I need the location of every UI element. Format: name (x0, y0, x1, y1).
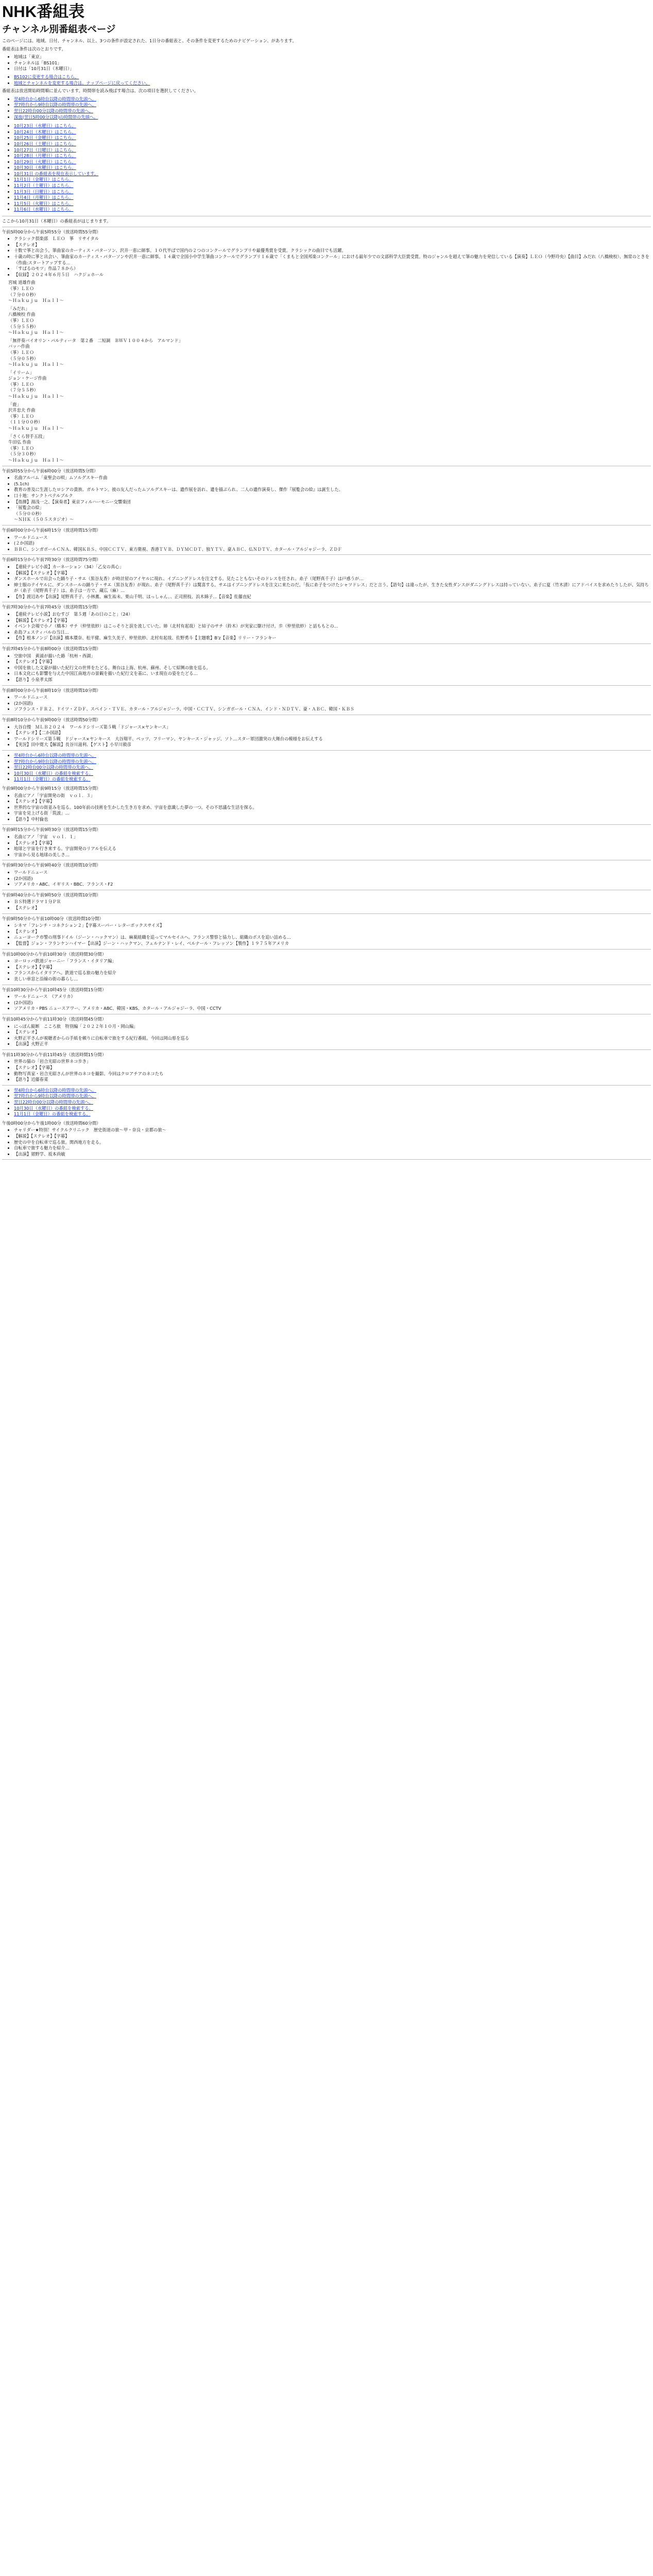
program-detail: • クラシック倶楽部 ＬＥＯ 箏 リサイタル (14, 236, 651, 242)
page (0, 0, 653, 1160)
program-detail: • 宇宙から見る地球の美しさ… (14, 852, 651, 858)
program-piece: 「みだれ」 八橋検校 作曲 （箏）ＬＥＯ （５分５５秒） 〜Ｈａｋｕｊｕ Ｈａｌｌ〜 (8, 306, 64, 335)
day-link[interactable]: 10月25日（金曜日）はこちら。 (14, 135, 76, 141)
day-link[interactable]: 11月3日（日曜日）はこちら。 (14, 189, 74, 194)
day-link[interactable]: 11月4日（月曜日）はこちら。 (14, 195, 74, 200)
program-details (2, 475, 651, 523)
program-list (2, 229, 651, 751)
time-jump-link[interactable]: 翌日22時台00分以降の時間帯の先頭へ。 (14, 108, 93, 113)
program-block (2, 786, 651, 823)
program-detail: • 中国を旅した文豪が描いた紀行文の世界をたどる。舞台は上海、杭州、蘇州、そして紹興の旅を巡る。 (14, 665, 651, 671)
program-detail: • ワールドニュース 《アメリカ》 (14, 994, 651, 1000)
program-details (2, 653, 651, 683)
time-jump-link[interactable]: 翌4時台から6時台以降の時間帯の先頭へ。 (14, 96, 96, 101)
program-detail: • 【ステレオ】【字幕】 (14, 1065, 651, 1071)
divider (2, 824, 651, 825)
program-time: 午前7時30分から午前7時45分（放送時間15分間） (2, 604, 101, 610)
program-time: 午前11時30分から午前11時45分（放送時間15分間） (2, 1052, 107, 1057)
list-item (14, 1099, 651, 1106)
nav-link[interactable]: 10月30日（水曜日）の番組を検索する。 (14, 1105, 93, 1111)
program-block (2, 916, 651, 947)
day-link[interactable]: 10月28日（月曜日）はこちら。 (14, 153, 76, 159)
program-piece: 「無伴奏バイオリン・パルティータ 第２番 二短調 ＢＷＶ１００４から アルマンド」 バッハ作曲 （箏）ＬＥＯ （５分０５秒） 〜Ｈａｋｕｊｕ Ｈａｌｌ〜 (8, 337, 183, 367)
program-detail: • 【解説】【ステレオ】【字幕】 (14, 1133, 651, 1140)
program-detail: • 【ステレオ】【二か国語】 (14, 730, 651, 736)
program-detail: • 【解説】【ステレオ】【字幕】 (14, 570, 651, 577)
day-link[interactable]: 10月26日（土曜日）はこちら。 (14, 141, 76, 146)
program-detail: • ニューヨーク市警の刑事ドイル（ジーン・ハックマン）は、麻薬組織を追ってマルセイユへ。フランス警察と協力し、組織のボスを追い詰める… (14, 935, 651, 941)
program-list (2, 786, 651, 1086)
divider (2, 1159, 651, 1160)
nav-link[interactable]: 11月1日（金曜日）の番組を検索する。 (14, 776, 91, 782)
list-item (14, 1106, 651, 1112)
program-details (2, 724, 651, 748)
change-channel-link[interactable]: BS102に変更する場合はこちら。 (14, 74, 79, 79)
nav-link[interactable]: 11月1日（金曜日）の番組を検索する。 (14, 1111, 91, 1117)
program-time: 午前6時00分から午前6時15分（放送時間15分間） (2, 527, 101, 533)
divider (2, 525, 651, 526)
list-item (14, 1088, 651, 1094)
program-detail: • 【語り】近藤春菜 (14, 1077, 651, 1083)
site-title: NHK番組表 (2, 3, 85, 21)
program-detail: • 【連続テレビ小説】カーネーション（34）「乙女の真心」 (14, 564, 651, 570)
change-region-link[interactable]: 地域とチャンネルを変更する場合は、ナッブページに戻ってください。 (14, 80, 150, 86)
program-detail: • 地球と宇宙を行き来する。宇宙開発のリアルを伝える (14, 846, 651, 852)
program-detail: • 自転車で旅する魅力を紹介… (14, 1145, 651, 1151)
program-detail: • にっぽん縦断 こころ旅 特別編「２０２２年１０月・岡山編」 (14, 1024, 651, 1030)
start-notice: ここから10月31日（木曜日）の番組表がはじまります。 (2, 218, 111, 224)
program-block (2, 1052, 651, 1083)
page-title: チャンネル別番組表ページ (2, 24, 116, 35)
divider (2, 949, 651, 950)
program-detail: • (5.1ch) (14, 481, 651, 487)
program-detail: • ソアメリカ・PBS ニュースアワー、アメリカ・ABC、韓国・KBS、カタール・アルジャジーラ、中国・CCTV (14, 1006, 651, 1012)
program-detail: • ソアメリカ・ABC、イギリス・BBC、フランス・F2 (14, 882, 651, 888)
program-detail: • 美しい車窓と沿線の街の暮らし… (14, 976, 651, 982)
condition-item: • 地域は「東京」 (14, 54, 651, 60)
program-detail: • ワールドシリーズ第５戦 ドジャース×ヤンキース 大谷翔平、ベッツ、フリーマン、ヤンキース・ジャッジ、ソト…スター軍団激突の大舞台の模様をお伝えする (14, 736, 651, 742)
program-block (2, 604, 651, 641)
program-detail: • ワールドニュース (14, 694, 651, 701)
day-link[interactable]: 11月6日（水曜日）はこちら。 (14, 207, 74, 212)
program-detail: • 【監督】ジョン・フランケンハイマー【出演】ジーン・ハックマン、フェルナンド・レイ、ベルナール・フレッソン【製作】１９７５年アメリカ (14, 941, 651, 947)
program-detail: • 宇宙を見上げる街「筑波」… (14, 810, 651, 817)
program-detail: • (２か国語) (14, 540, 651, 547)
program-detail: • チャリダー★特別！サイクルクリニック 歴史街道の旅〜甲・奈良・京都の旅〜 (14, 1127, 651, 1133)
program-detail: • フランスからイタリアへ。鉄道で巡る旅の魅力を紹介 (14, 970, 651, 976)
list-item (14, 123, 651, 129)
list-item (14, 759, 651, 765)
time-jump-links (2, 96, 651, 120)
program-details (2, 923, 651, 946)
list-item (14, 195, 651, 201)
program-detail: • 名曲ピアノ「宇宙 ｖｏｌ．１」 (14, 834, 651, 840)
program-details (2, 694, 651, 713)
program-detail: • (2か国語) (14, 701, 651, 707)
program-detail: • 世界の猫の「岩合光昭の世界ネコ歩き」 (14, 1059, 651, 1065)
program-block (2, 557, 651, 600)
program-detail: • 十数で箏と出会う。筆曲家のカーティス・パターソン、沢井一恵に師事。１０代半ばで国内の２つのコンクールでグランプリや最優秀賞を受賞。クラシックの曲目でも活躍。 (14, 248, 651, 254)
program-details (2, 1059, 651, 1082)
program-time: 午前8時00分から午前8時10分（放送時間10分間） (2, 687, 101, 693)
program-block (2, 646, 651, 683)
list-item (14, 147, 651, 154)
program-time: 午前7時45分から午前8時00分（放送時間15分間） (2, 646, 101, 652)
program-detail: • 【連続テレビ小説】おむすび 第５週「あの日のこと」（24） (14, 612, 651, 618)
program-detail: • (2か国語) (14, 1000, 651, 1006)
date-note: 番組表は放送開始時間順に並んでいます。時間帯を読み飛ばす場合は、次の項目を選択してください。 (2, 88, 198, 94)
program-details (2, 535, 651, 553)
day-link[interactable]: 10月29日（火曜日）はこちら。 (14, 159, 76, 164)
program-detail: • 教育の普及に生涯したロシアの貴族、ガルトマン。彼の友人だったムソルグスキーは、遺作展を訪れ、遺を描ぶられ、二人の遺作演奏し、傑作『展覧会の絵』は誕生した。 (14, 487, 651, 493)
day-link[interactable]: 11月5日（火曜日）はこちら。 (14, 200, 74, 206)
program-time: 午前9時00分から午前9時15分（放送時間15分間） (2, 785, 101, 791)
program-detail: • 【ステレオ】 (14, 905, 651, 911)
program-detail: • ＢＢＣ、シンガポールＣＮＡ、韓国ＫＢＳ、中国ＣＣＴＶ、東方衛視、香港ＴＶＢ、ＤＹＭＣＤＴ、独ＹＴＶ、豪ＡＢＣ、仏ＮＤＴＶ、カタール・アルジャジーラ、ＺＤＦ (14, 547, 651, 553)
program-time: 午前9時15分から午前9時30分（放送時間15分間） (2, 827, 101, 833)
program-detail: • 名曲ピアノ「宇宙開発の街 ｖｏｌ．３」 (14, 793, 651, 799)
condition-item: • 日付は「10月31日（木曜日）」 (14, 66, 651, 72)
divider (2, 554, 651, 555)
program-detail: • 紳士服のテイヤルに、ダンスホールの踊り子・サエ（黒谷友香）が現れ、糸子（尾野真千子）は驚喜する。サエはイブニングドレスを注文に来たのだ。「仮に糸子をつけたシャツドレス」だと言う。【語句】は違ったが、生きた女性ダンスがダニングドレスは持っていない。糸子に夏（竹木清）にアドバイスを求めたりしたが、気持ちが（糸子（尾野真千子）は、糸子は一方で、蔵広（麻）... (14, 582, 651, 594)
program-details (2, 834, 651, 858)
day-link[interactable]: 10月27日（日曜日）はこちら。 (14, 147, 76, 152)
program-details (2, 994, 651, 1012)
program-detail: • 「すばるのモツ」作品７８から） (14, 266, 651, 272)
list-item (14, 771, 651, 777)
list-item (14, 776, 651, 783)
program-block (2, 892, 651, 911)
divider (2, 1085, 651, 1086)
change-links (2, 74, 651, 86)
program-time: 午前9時40分から午前9時50分（放送時間10分間） (2, 892, 101, 897)
program-time: 午前5時00分から午前5時55分（放送時間55分間） (2, 229, 101, 234)
day-link[interactable]: 10月24日（木曜日）はこちら。 (14, 129, 76, 134)
program-block (2, 717, 651, 748)
program-block (2, 229, 651, 464)
program-detail: • 【出演】火野正平 (14, 1041, 651, 1047)
nav-link[interactable]: 翌日22時台00分以降の時間帯の先頭へ。 (14, 765, 93, 770)
program-detail: • 【作】根本ノンジ【出演】橋本環奈、松平健、麻生久美子、仲里依紗、北村有起哉、佐野勇斗【主題歌】B'z【音楽】リリー・フランキー (14, 635, 651, 641)
list-item (14, 201, 651, 207)
program-time: 午前6時15分から午前7時30分（放送時間75分間） (2, 557, 101, 563)
program-details (2, 899, 651, 911)
program-detail: • 【ステレオ】【字幕】 (14, 799, 651, 805)
list-item (14, 165, 651, 171)
program-detail: • 歴史の中を自転車で巡る旅。関西地方を走る。 (14, 1140, 651, 1146)
list-item (14, 765, 651, 771)
day-link[interactable]: 11月1日（金曜日）はこちら。 (14, 177, 74, 182)
program-detail: • 【ステレオ】【字幕】 (14, 840, 651, 846)
program-time: 午前9時30分から午前9時40分（放送時間10分間） (2, 862, 101, 868)
program-time: 午前5時55分から午前6時00分（放送時間5分間） (2, 468, 98, 473)
program-time: 午前10時00分から午前10時30分（放送時間30分間） (2, 951, 107, 957)
program-time: 午前9時50分から午前10時00分（放送時間10分間） (2, 916, 104, 921)
program-detail: • 【語り】中村倫也 (14, 817, 651, 823)
list-item (14, 171, 651, 177)
nav-link[interactable]: 10月30日（水曜日）の番組を検索する。 (14, 770, 93, 776)
program-time: 午前10時45分から午前11時30分（放送時間45分間） (2, 1016, 107, 1022)
program-details (2, 1024, 651, 1047)
program-detail: • 日本文化にも影響を与えた中国江南地方の景観を描いた紀行文を基に、いま現在の姿をたどる… (14, 671, 651, 677)
program-block (2, 862, 651, 887)
program-block (2, 468, 651, 523)
conditions-list (2, 54, 651, 72)
program-detail: • ワールドニュース (14, 535, 651, 541)
divider (2, 913, 651, 914)
program-detail: • ダンスホールで出会った踊り子・サエ（黒谷友香）が時計屋のアイヤルに現れ、イブニングドレスを注文する。見たこともないそのドレスを任され、糸子（尾野真千子）は戸惑うが… (14, 576, 651, 582)
conditions-label: 番組表は条件は次のとおりです。 (2, 46, 66, 52)
list-item (14, 183, 651, 189)
program-block (2, 1121, 651, 1158)
program-detail: • 【ステレオ】 (14, 929, 651, 935)
program-detail: • シネマ「フレンチ・コネクション２」【字幕スーパー・レターボックスサイズ】 (14, 923, 651, 929)
end-links (2, 1088, 651, 1117)
program-piece: 宮城 道雄作曲 （箏）ＬＥＯ （７分００秒） 〜Ｈａｋｕｊｕ Ｈａｌｌ〜 (8, 280, 64, 303)
program-detail: • 【解説】【ステレオ】【字幕】 (14, 618, 651, 624)
program-detail: • ソフランス・ＦＲ２、ドイツ・ＺＤＦ、スペイン・ＴＶＥ、カタール・アルジャジーラ、中国・ＣＣＴＶ、シンガポール・ＣＮＡ、インド・ＮＤＴＶ、豪・ＡＢＣ、韓国・ＫＢＳ (14, 706, 651, 713)
nav-link[interactable]: 翌7時台から9時台以降の時間帯の先頭へ。 (14, 758, 96, 764)
program-detail: • 「展覧会の絵」 （５分００秒） 〜ＮＨＫ（５０５スタジオ）〜 (14, 505, 651, 523)
program-detail: • 【作】渡辺あや【出演】尾野真千子、小林薫、麻生祐未、栗山千明、ほっしゃん。、正司照枝、浜木綿子...【音楽】佐藤直紀 (14, 594, 651, 600)
program-detail: • イベント会場で小ノ（橋本）サチ（仲里依紗）はこっそりと涙を流していた。姉（北村有起哉）と結子のサチ（鈴木）が実家に駆け付け。歩（仲里依紗）と話ももとの... (14, 623, 651, 630)
program-detail: • 【ステレオ】【字幕】 (14, 964, 651, 971)
program-list (2, 1121, 651, 1160)
list-item (14, 141, 651, 147)
program-detail: • 【語り】小泉孝太郎 (14, 677, 651, 683)
program-detail: • 【実況】田中寛大【解説】長谷川滋利、【ゲスト】小早川毅彦 (14, 742, 651, 748)
program-detail: • 【収録】２０２４年６月５日 ハクジュホール (14, 272, 651, 278)
intro-text: このページには、地域、日付、チャンネル、以上、3つの条件が設定された、1日分の番組表と、その条件を変更するためのナビゲーション、があります。 (2, 38, 297, 43)
program-detail: • 世界的な宇宙の街並みを巡る。100年前の技術を生かした生き方を求め、宇宙を意識した夢の一つ。その不思議な生活を探る。 (14, 805, 651, 811)
day-link[interactable]: 10月31日 の番組表を現在表示しています。 (14, 171, 99, 176)
program-details (2, 1127, 651, 1157)
list-item (14, 159, 651, 165)
day-links (2, 123, 651, 213)
program-detail: • 火野正平さんが視聴者からの手紙を頼りに自転車で旅をする紀行番組。今回は岡山県を巡る (14, 1036, 651, 1042)
program-detail: • 動物写真家・岩合光昭さんが世界のネコを撮影。今回はクロアチアのネコたち (14, 1071, 651, 1077)
nav-link[interactable]: 翌4時台から6時台以降の時間帯の先頭へ。 (14, 752, 96, 758)
program-detail: • 【出演】猪野学、坂本尚敏 (14, 1151, 651, 1158)
program-detail: • ワールドニュース (14, 870, 651, 876)
program-block (2, 688, 651, 713)
mid-links (2, 753, 651, 783)
day-link[interactable]: 11月2日（土曜日）はこちら。 (14, 183, 74, 189)
program-piece: 「鹿」 沢井忠夫 作曲 （箏）ＬＥＯ （１１分００秒） 〜Ｈａｋｕｊｕ Ｈａｌｌ〜 (8, 401, 64, 431)
time-jump-link[interactable]: 翌7時台から9時台以降の時間帯の先頭へ。 (14, 102, 96, 108)
program-details (2, 793, 651, 823)
condition-item: • チャンネルは「BS101」 (14, 60, 651, 66)
nav-link[interactable]: 翌4時台から6時台以降の時間帯の先頭へ。 (14, 1087, 96, 1093)
program-block (2, 528, 651, 552)
program-detail: • 十歳の時に箏と出会い、筆曲家のカーティス・パターソンや沢井一恵に師事。１４歳で全国小中学生筆曲コンクールでグランプリ１６歳で「くまもと全国邦楽コンクール」における最年少での文部科学大臣賞受賞。特のジャンルを超えて筆の魅力を発信している【演奏】ＬＥＯ（今野玲央）【曲目】みだれ（八橋検校）、無常のときを（作曲:スタートアップする... (14, 254, 651, 266)
list-item (14, 153, 651, 159)
list-item (14, 129, 651, 135)
program-details (2, 564, 651, 600)
program-details (2, 870, 651, 888)
program-details (2, 612, 651, 641)
program-time: 午前10時30分から午前10時45分（放送時間15分間） (2, 987, 107, 992)
divider (2, 643, 651, 644)
program-detail: • ヨーロッパ鉄道ジャーニー「フランス・イタリア編」 (14, 958, 651, 964)
program-block (2, 987, 651, 1012)
program-detail: • (2か国語) (14, 876, 651, 882)
list-item (14, 1093, 651, 1099)
program-piece: 「さくら替手五段」 牛田弘 作曲 （箏）ＬＥＯ （５分３０秒） 〜Ｈａｋｕｊｕ Ｈａｌｌ〜 (8, 433, 64, 463)
day-link[interactable]: 10月23日（水曜日）はこちら。 (14, 123, 76, 129)
program-details (2, 236, 651, 278)
program-detail: • 【ステレオ】 (14, 242, 651, 248)
day-link[interactable]: 10月30日（水曜日）はこちら。 (14, 165, 76, 171)
list-item (14, 207, 651, 213)
nav-link[interactable]: 翌日22時台00分以降の時間帯の先頭へ。 (14, 1099, 93, 1105)
program-detail: • ＢＳ特選ドラマ１分ＰＲ (14, 899, 651, 905)
program-time: 午前8時10分から午前9時00分（放送時間50分間） (2, 717, 101, 722)
divider (2, 685, 651, 686)
list-item (14, 135, 651, 141)
time-jump-link[interactable]: 深夜(翌日5時00分以降)の時間帯の先頭へ。 (14, 114, 98, 120)
program-block (2, 1016, 651, 1047)
list-item (14, 1111, 651, 1117)
program-block (2, 952, 651, 982)
program-detail: • 【ステレオ】【字幕】 (14, 659, 651, 665)
program-detail: • 【ステレオ】 (14, 1029, 651, 1036)
program-detail: • 口十地：サンクトペテルブルク (14, 493, 651, 499)
program-details (2, 958, 651, 982)
divider (2, 750, 651, 751)
program-detail: • 名曲アルバム「童聖会の唄」ムソルグスキー作曲 (14, 475, 651, 481)
program-detail: • 糸島フェスティバルの当日… (14, 630, 651, 636)
divider (2, 1049, 651, 1050)
program-piece: 「イリーム」 ジョン・ケージ作曲 （箏）ＬＥＯ （７分５５秒） 〜Ｈａｋｕｊｕ Ｈａｌｌ〜 (8, 369, 64, 399)
program-detail: • 空旅中国 黄浦が描いた路「杭州・西湖」 (14, 653, 651, 659)
program-detail: • 【指揮】湯浅一之、【演奏者】東京フィルハーモニー交響楽団 (14, 499, 651, 505)
list-item (14, 753, 651, 759)
program-time: 午後0時00分から午後1時00分（放送時間60分間） (2, 1120, 101, 1126)
list-item (14, 177, 651, 183)
program-block (2, 827, 651, 858)
list-item (14, 189, 651, 195)
nav-link[interactable]: 翌7時台から9時台以降の時間帯の先頭へ。 (14, 1093, 96, 1099)
program-detail: • 大谷自慢 ＭＬＢ２０２４ ワールドシリーズ第５戦「ドジャース×ヤンキース」 (14, 724, 651, 731)
